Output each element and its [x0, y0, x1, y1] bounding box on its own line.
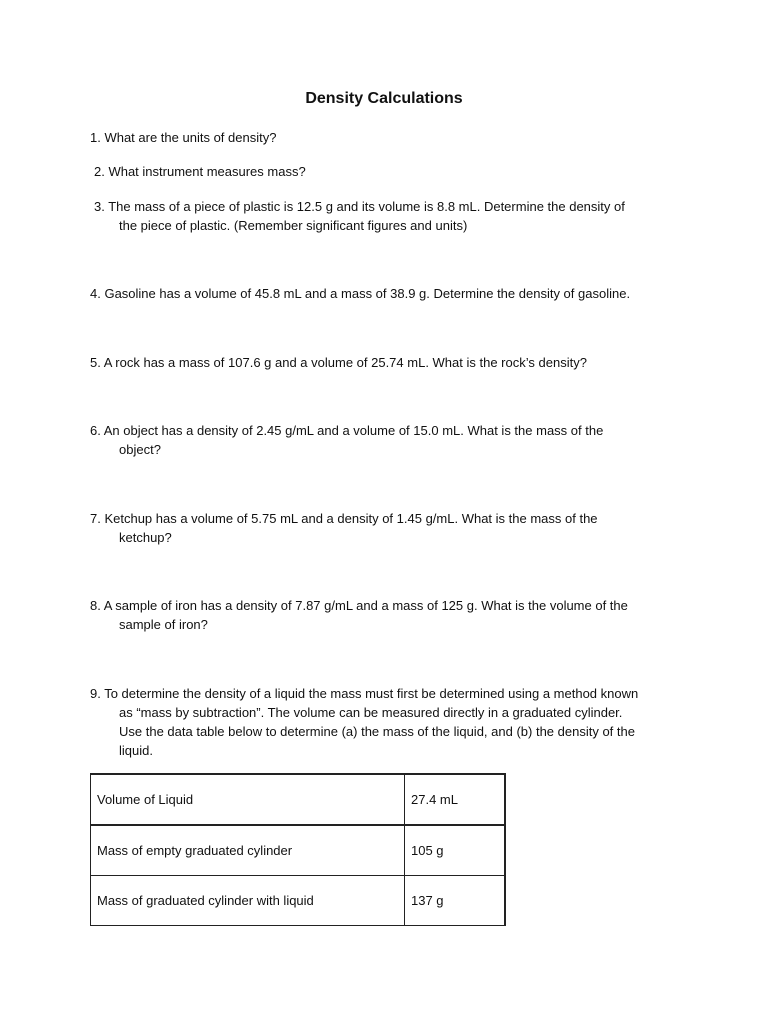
question-5	[90, 353, 587, 372]
data-table	[90, 773, 506, 926]
question-continuation: as “mass by subtraction”. The volume can be measured directly in a graduated cylinder.	[119, 705, 623, 720]
table-cell-value: 105 g	[405, 825, 506, 876]
table-row	[91, 876, 506, 926]
table-cell-label: Volume of Liquid	[91, 774, 405, 825]
page-title: Density Calculations	[305, 90, 463, 107]
question-continuation: ketchup?	[119, 530, 172, 545]
question-2	[94, 162, 306, 181]
question-continuation: liquid.	[119, 743, 153, 758]
table-cell-label: Mass of graduated cylinder with liquid	[91, 876, 405, 926]
question-text: 1. What are the units of density?	[90, 130, 277, 145]
question-3	[94, 197, 625, 235]
table-cell-label: Mass of empty graduated cylinder	[91, 825, 405, 876]
table-row	[91, 825, 506, 876]
question-text: 8. A sample of iron has a density of 7.87 g/mL and a mass of 125 g. What is the volume of the	[90, 598, 628, 613]
table-row	[91, 774, 506, 825]
question-continuation: sample of iron?	[119, 617, 208, 632]
question-continuation: Use the data table below to determine (a) the mass of the liquid, and (b) the density of the	[119, 724, 635, 739]
question-8	[90, 596, 628, 634]
table-cell-value: 27.4 mL	[405, 774, 506, 825]
question-1	[90, 128, 276, 147]
question-text: 4. Gasoline has a volume of 45.8 mL and a mass of 38.9 g. Determine the density of gasoline.	[90, 286, 631, 301]
question-text: 9. To determine the density of a liquid the mass must first be determined using a method known	[90, 686, 639, 701]
question-9	[90, 684, 638, 760]
question-continuation: object?	[119, 442, 161, 457]
table-cell-value: 137 g	[405, 876, 506, 926]
question-7	[90, 509, 598, 547]
question-continuation: the piece of plastic. (Remember significant figures and units)	[119, 218, 468, 233]
question-text: 6. An object has a density of 2.45 g/mL and a volume of 15.0 mL. What is the mass of the	[90, 423, 604, 438]
question-4	[90, 284, 630, 303]
question-text: 7. Ketchup has a volume of 5.75 mL and a density of 1.45 g/mL. What is the mass of the	[90, 511, 598, 526]
question-text: 5. A rock has a mass of 107.6 g and a volume of 25.74 mL. What is the rock’s density?	[90, 355, 587, 370]
question-text: 2. What instrument measures mass?	[94, 164, 306, 179]
question-6	[90, 421, 603, 459]
question-text: 3. The mass of a piece of plastic is 12.5 g and its volume is 8.8 mL. Determine the density of	[94, 199, 625, 214]
